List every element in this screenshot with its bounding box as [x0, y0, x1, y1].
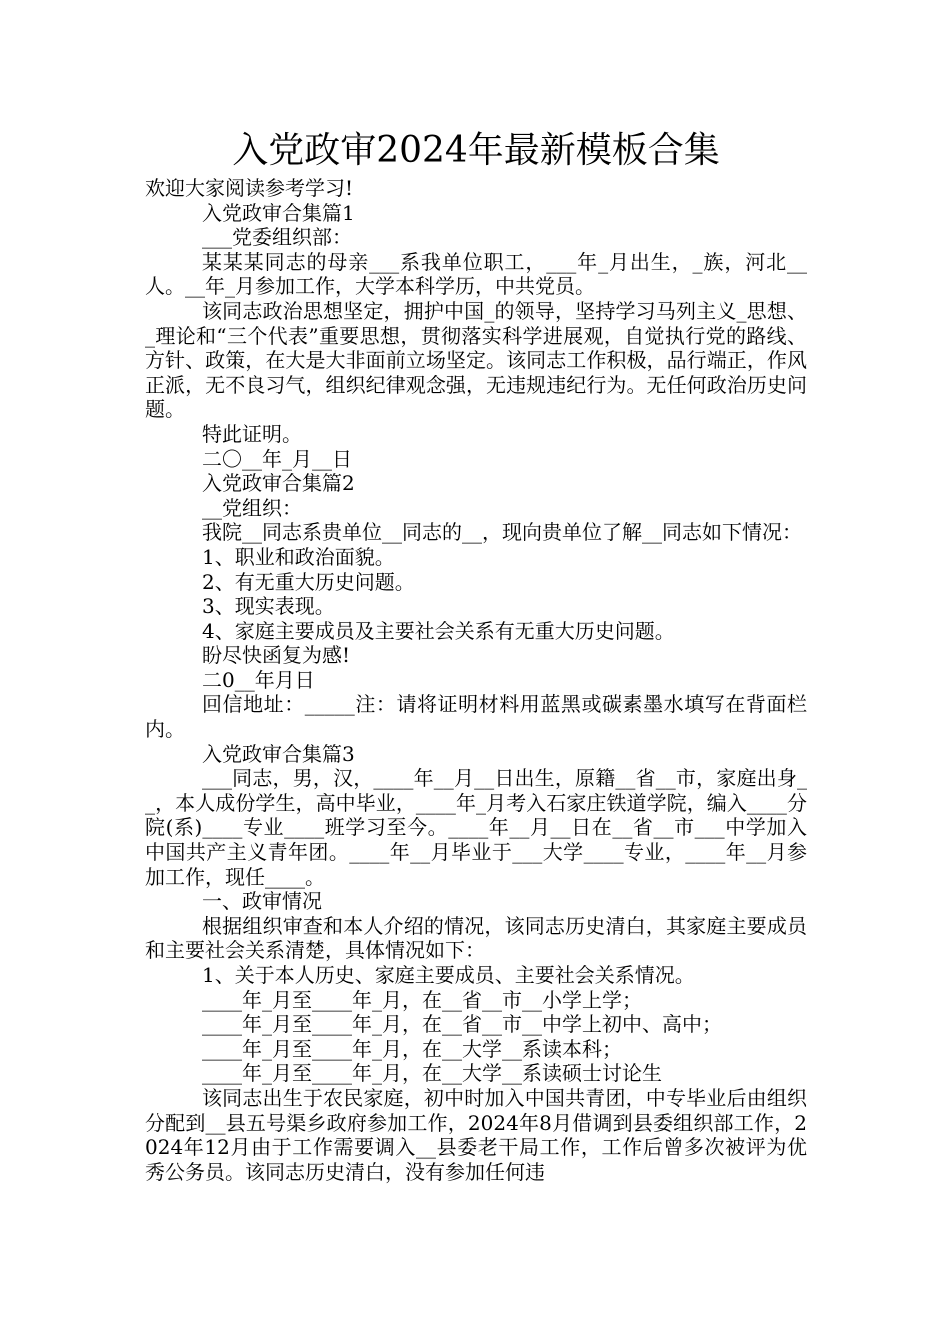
paragraph: __党组织：: [202, 495, 302, 520]
paragraph: 欢迎大家阅读参考学习!: [145, 176, 354, 200]
paragraph: 入党政审合集篇2: [202, 471, 355, 496]
paragraph: 我院__同志系贵单位__同志的__，现向贵单位了解__同志如下情况：: [202, 520, 802, 545]
paragraph: 4、家庭主要成员及主要社会关系有无重大历史问题。: [202, 618, 675, 643]
paragraph: ____年_月至____年_月，在__大学__系读硕士讨论生: [202, 1061, 662, 1086]
paragraph: ____年_月至____年_月，在__大学__系读本科；: [202, 1036, 622, 1061]
paragraph: 根据组织审查和本人介绍的情况，该同志历史清白，其家庭主要成员和主要社会关系清楚，具体情况如下：: [145, 913, 807, 963]
document-body: [145, 176, 807, 1184]
paragraph: 1、关于本人历史、家庭主要成员、主要社会关系情况。: [202, 963, 695, 987]
paragraph: 入党政审合集篇3: [202, 741, 355, 766]
paragraph: ___同志，男，汉，____年__月__日出生，原籍__省__市，家庭出身__，本人成份学生，高中毕业，____年_月考入石家庄铁道学院，编入____分院(系)____专业____班学习至今。____年__月__日在__省__市___中学加入中国共产主义青年团。____年__月毕业于___大学____专业，____年__月参加工作，现任____。: [145, 766, 807, 889]
paragraph: ____年_月至____年_月，在__省__市__中学上初中、高中；: [202, 1012, 722, 1037]
paragraph: 某某某同志的母亲___系我单位职工，___年_月出生，_族，河北__人。__年_月参加工作，大学本科学历，中共党员。: [145, 249, 807, 299]
paragraph: 3、现实表现。: [202, 594, 335, 619]
paragraph: 该同志政治思想坚定，拥护中国_的领导，坚持学习马列主义_思想、_理论和“三个代表”重要思想，贯彻落实科学进展观，自觉执行党的路线、方针、政策，在大是大非面前立场坚定。该同志工作积极，品行端正，作风正派，无不良习气，组织纪律观念强，无违规违纪行为。无任何政治历史问题。: [145, 298, 807, 422]
paragraph: 二〇__年_月__日: [202, 446, 352, 471]
paragraph: ___党委组织部：: [202, 225, 352, 250]
paragraph: 回信地址：_____注：请将证明材料用蓝黑或碳素墨水填写在背面栏内。: [145, 692, 807, 742]
paragraph: 入党政审合集篇1: [202, 200, 355, 225]
paragraph: 特此证明。: [202, 421, 302, 446]
paragraph: 2、有无重大历史问题。: [202, 569, 415, 594]
document-page: [145, 128, 807, 1184]
paragraph: 该同志出生于农民家庭，初中时加入中国共青团，中专毕业后由组织分配到__县五号渠乡政府参加工作，2024年8月借调到县委组织部工作，2024年12月由于工作需要调入__县委老干局工作，工作后曾多次被评为优秀公务员。该同志历史清白，没有参加任何违: [145, 1085, 807, 1184]
paragraph: 一、政审情况: [202, 889, 322, 914]
paragraph: ____年_月至____年_月，在__省__市__小学上学；: [202, 987, 642, 1012]
paragraph: 1、职业和政治面貌。: [202, 544, 395, 569]
paragraph: 盼尽快函复为感!: [202, 643, 351, 668]
document-title: 入党政审2024年最新模板合集: [232, 130, 720, 171]
paragraph: 二0__年月日: [202, 667, 315, 692]
